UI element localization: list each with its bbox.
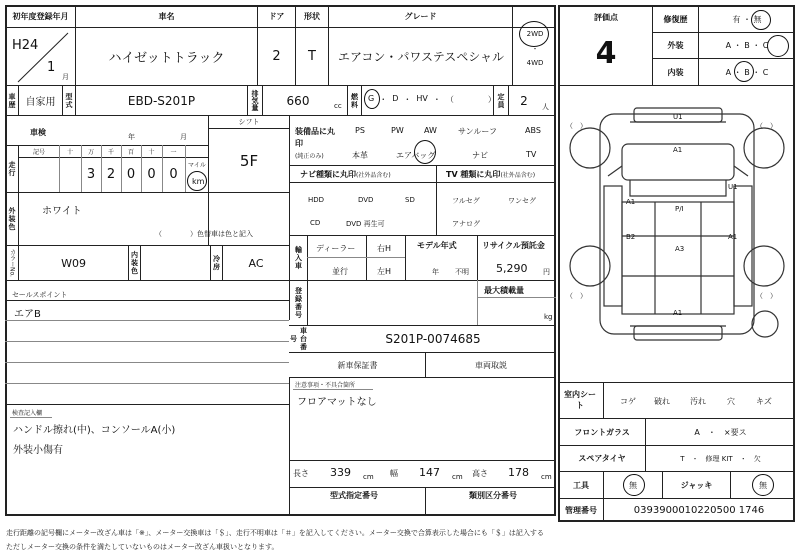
seat-label: 室内シート (564, 390, 596, 410)
import-right: 右H (377, 244, 392, 253)
car-diagram (560, 86, 794, 382)
first-reg-year: H24 (12, 38, 39, 53)
recycle-value: 5,290 (496, 262, 528, 275)
import-parallel: 並行 (332, 267, 348, 276)
height-unit: cm (541, 473, 552, 481)
capacity-value: 2 (520, 93, 528, 108)
use-label: 車歴 (8, 92, 16, 109)
chassis-label: 車台番号 (289, 327, 308, 351)
shape-label: 形状 (304, 12, 320, 21)
max-load-label: 最大積載量 (484, 286, 524, 295)
navi-sd: SD (405, 196, 415, 204)
diagram-label-3: A1 (626, 198, 636, 206)
diagram-label-5: B2 (626, 233, 636, 241)
tools-circle (623, 474, 645, 496)
exterior-circle (767, 35, 789, 57)
tools-label: 工具 (573, 480, 589, 490)
mileage-digit-5: 0 (169, 166, 178, 182)
interior-circle (734, 61, 754, 82)
fuel-label: 燃料 (350, 92, 359, 109)
sales-point-value: エアB (14, 309, 41, 320)
fuel-circle (364, 89, 380, 109)
length-unit: cm (363, 473, 374, 481)
equip-aw: AW (424, 126, 437, 135)
recycle-label: リサイクル預託金 (482, 241, 545, 250)
mileage-unit-4: 十 (148, 149, 155, 156)
tv-oneseg: ワンセグ (508, 197, 536, 205)
equip-ps: PS (355, 126, 365, 135)
reg-no-label: 登録番号 (294, 287, 303, 319)
sales-point-label: セールスポイント (12, 291, 68, 299)
model-value: EBD-S201P (127, 93, 196, 108)
inspector-label: 検査記入欄 (12, 410, 43, 417)
equip-airbag-circle (414, 140, 436, 164)
fuel-paren-close: ） (487, 95, 496, 104)
windshield-label: フロントガラス (574, 427, 630, 437)
doors-label: ドア (268, 12, 285, 21)
navi-label: ナビ種類に丸印(社外品含む) (300, 170, 391, 179)
diagram-label-1: A1 (673, 146, 683, 154)
fuel-paren-open: （ (445, 95, 454, 104)
tv-analog: アナログ (452, 220, 480, 228)
width-value: 147 (419, 466, 440, 479)
navi-dvd: DVD (358, 196, 374, 204)
inspection-year-unit: 年 (128, 133, 135, 141)
mileage-unit-0: 十 (66, 149, 73, 156)
management-no-label: 管理番号 (565, 505, 597, 515)
width-label: 幅 (390, 469, 398, 478)
displacement-unit: cc (334, 102, 342, 110)
car-name-value: ハイゼットトラック (108, 51, 225, 66)
notes-value: フロアマットなし (297, 397, 377, 408)
first-reg-month-unit: 月 (62, 73, 69, 81)
fuel-d: D (392, 94, 399, 103)
jack-circle (752, 474, 774, 496)
length-label: 長さ (293, 469, 309, 478)
exterior-color-value: ホワイト (42, 206, 82, 217)
grade-value: エアコン・パワステスペシャル (337, 50, 505, 64)
mileage-unit-1: 万 (87, 149, 94, 156)
mileage-km-circle (187, 171, 207, 191)
seat-scratch: キズ (756, 397, 772, 406)
import-left: 左H (377, 267, 392, 276)
seat-tear: 破れ (654, 397, 670, 406)
model-designation-label: 型式指定番号 (330, 491, 378, 500)
diagram-label-6: A3 (675, 245, 685, 253)
width-unit: cm (452, 473, 463, 481)
drive-2wd: 2WD (526, 30, 544, 38)
jack-label: ジャッキ (680, 480, 713, 490)
notes-label: 注意事項・不具合箇所 (295, 382, 356, 389)
shift-label: シフト (238, 118, 260, 126)
warranty-label: 新車保証書 (337, 360, 378, 370)
height-value: 178 (508, 466, 529, 479)
equip-airbag: エアバッグ (396, 151, 436, 160)
diagram-label-4: P/I (675, 205, 684, 213)
interior-label: 内装 (667, 67, 684, 77)
color-no-value: W09 (61, 256, 86, 270)
mileage-km-label: km (192, 177, 205, 186)
score-label: 評価点 (594, 12, 618, 22)
capacity-label: 定員 (497, 92, 505, 109)
equip-navi: ナビ (472, 151, 488, 160)
tv-fullseg: フルセグ (452, 197, 480, 205)
inspector-line2: 外装小傷有 (13, 445, 63, 456)
mileage-digit-3: 0 (126, 166, 136, 182)
mileage-unit-3: 百 (127, 149, 134, 156)
seat-hole: 穴 (727, 397, 735, 406)
diagram-label-7: A1 (728, 233, 738, 241)
height-label: 高さ (472, 469, 488, 478)
inspection-label: 車検 (30, 128, 46, 137)
equip-pw: PW (391, 126, 404, 135)
fuel-g: G (368, 94, 375, 103)
windshield-value: A ・ ×要ス (694, 427, 747, 437)
mileage-symbol-label: 記号 (32, 149, 45, 156)
shift-value: 5F (239, 151, 259, 170)
mileage-mile-label: マイル (188, 162, 206, 169)
seat-dirt: 汚れ (690, 397, 706, 406)
equip-tv: TV (526, 150, 537, 159)
inspection-month-unit: 月 (180, 133, 187, 141)
use-value: 自家用 (25, 97, 56, 108)
diagram-paren-2: （ ） (566, 292, 587, 300)
exterior-options: A ・ B ・ C (725, 41, 769, 50)
ac-label: 冷房 (212, 255, 221, 271)
footer-line1: 走行距離の記号欄にメーター改ざん車は「※」、メーター交換車は「＄」、走行不明車は「＃」を記入してください。メーター交換で合算表示した場合にも「＄」は記入する (6, 529, 544, 537)
capacity-unit: 人 (542, 103, 549, 111)
spare-tire-label: スペアタイヤ (578, 454, 626, 463)
score-value: 4 (595, 35, 617, 71)
drive-4wd: 4WD (526, 59, 544, 67)
mileage-digit-0 (59, 160, 81, 188)
model-year-unit: 年 (432, 268, 439, 276)
chassis-value: S201P-0074685 (385, 332, 481, 346)
diagram-label-0: U1 (673, 113, 683, 121)
mileage-digit-4: 0 (147, 166, 156, 182)
grade-label: グレード (404, 12, 437, 21)
seat-burn: コゲ (620, 397, 636, 406)
spare-tire-value: T ・ 修理 KIT ・ 欠 (680, 454, 761, 463)
diagram-paren-0: （ ） (566, 122, 587, 130)
diagram-paren-3: （ ） (756, 292, 777, 300)
mileage-unit-5: 一 (170, 149, 177, 156)
mileage-label: 走行 (8, 161, 16, 177)
model-year-unknown: 不明 (455, 268, 469, 276)
first-reg-label: 初年度登録年月 (12, 12, 69, 21)
repair-history-label: 修復歴 (663, 14, 688, 24)
category-no-label: 類別区分番号 (469, 491, 517, 500)
model-label: 型式 (65, 92, 73, 109)
diagram-label-8: A1 (673, 309, 683, 317)
ac-value: AC (248, 256, 264, 270)
interior-color-label: 内装色 (130, 251, 139, 275)
max-load-unit: kg (544, 313, 553, 321)
displacement-value: 660 (286, 93, 310, 108)
repair-history-options: 有 ・ 無 (732, 14, 762, 24)
equip-leather: 本革 (352, 151, 368, 160)
equip-sunroof: サンルーフ (458, 127, 497, 136)
car-name-label: 車名 (158, 12, 175, 21)
inspector-line1: ハンドル擦れ(中)、コンソールA(小) (13, 425, 176, 436)
displacement-label: 排気量 (251, 90, 259, 111)
fuel-hv: HV (416, 94, 428, 103)
import-label: 輸入車 (294, 246, 303, 270)
fuel-options: G ・ D ・ HV ・ （ ） (368, 94, 496, 104)
footer-line2: ただしメーター交換の条件を満たしていないものはメーター改ざん車扱いとなります。 (6, 543, 279, 551)
equipment-label: 装備品に丸印 (295, 127, 335, 148)
color-no-label: カラーNo. (8, 249, 16, 277)
jack-value: 無 (759, 480, 767, 490)
diagram-label-2: U1 (728, 183, 738, 191)
drive-dot: ・ (531, 45, 539, 53)
mileage-digit-1: 3 (86, 166, 96, 182)
tv-label: TV 種類に丸印(社外品含む) (446, 170, 536, 179)
exterior-color-note: （ ）色替車は色と記入 (155, 230, 253, 238)
first-reg-month: 1 (47, 60, 56, 75)
management-no-value: 0393900010220500 1746 (633, 504, 765, 516)
diagram-paren-1: （ ） (756, 122, 777, 130)
shape-value: T (308, 49, 316, 64)
tools-value: 無 (629, 480, 637, 490)
exterior-label: 外装 (667, 41, 684, 50)
repair-history-circle (751, 10, 771, 30)
exterior-color-label: 外装色 (8, 207, 16, 231)
equip-abs: ABS (525, 126, 541, 135)
equipment-sub-label: (純正のみ) (295, 153, 324, 160)
doors-value: 2 (272, 49, 281, 64)
recycle-unit: 円 (543, 268, 550, 276)
mileage-digit-2: 2 (106, 166, 116, 182)
length-value: 339 (330, 466, 351, 479)
mileage-unit-2: 千 (107, 149, 114, 156)
model-year-label: モデル年式 (417, 241, 457, 250)
navi-cd: CD (310, 219, 321, 227)
manual-label: 車両取説 (475, 360, 507, 370)
navi-dvd-play: DVD 再生可 (346, 220, 385, 228)
navi-hdd: HDD (308, 196, 325, 204)
import-dealer: ディーラー (316, 244, 356, 253)
interior-options: A ・ B ・ C (725, 67, 769, 77)
